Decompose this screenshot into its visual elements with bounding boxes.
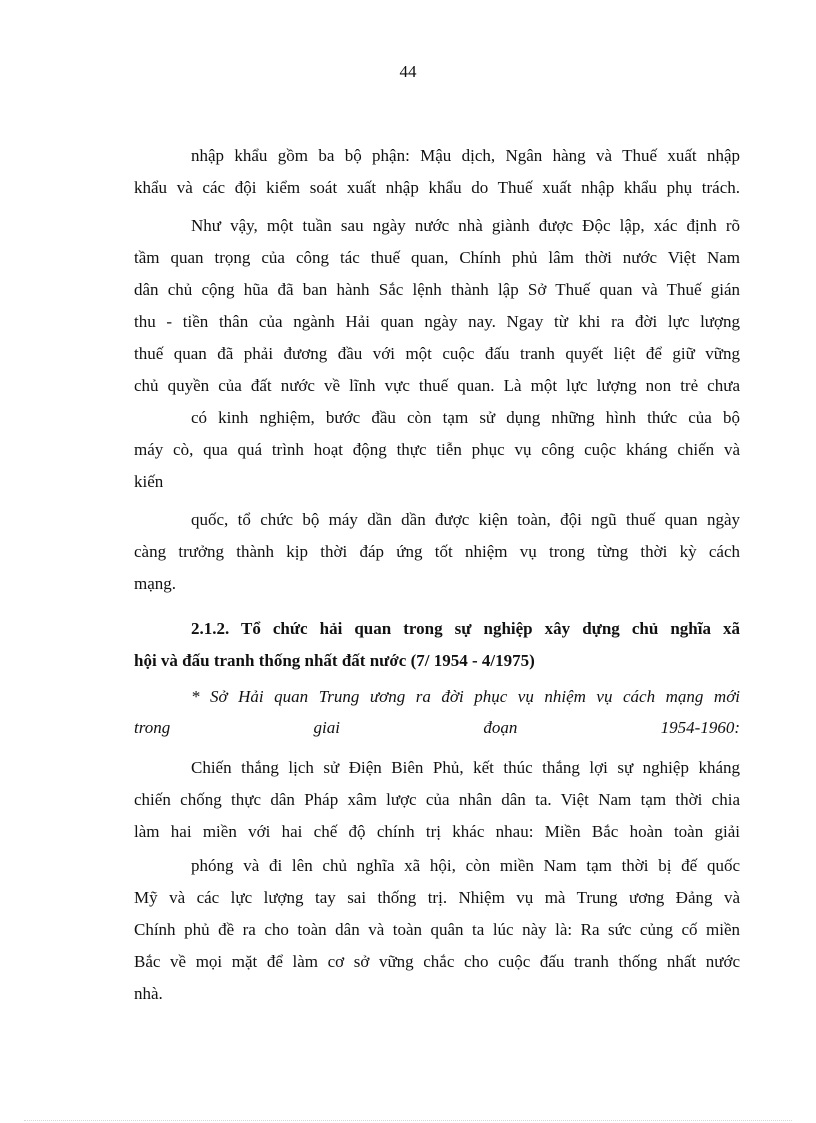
body-line: phóng và đi lên chủ nghĩa xã hội, còn miền Nam tạm thời bị đế quốc xyxy=(191,856,740,875)
body-line: thuế quan đã phải đương đầu với một cuộc đấu tranh quyết liệt để giữ vững xyxy=(134,344,740,363)
body-line: làm hai miền với hai chế độ chính trị khác nhau: Miền Bắc hoàn toàn giải xyxy=(134,822,740,841)
body-line: thu - tiền thân của ngành Hải quan ngày nay. Ngay từ khi ra đời lực lượng xyxy=(134,312,740,331)
body-line: khẩu và các đội kiểm soát xuất nhập khẩu do Thuế xuất nhập khẩu phụ trách. xyxy=(134,178,740,197)
body-line: tầm quan trọng của công tác thuế quan, Chính phủ lâm thời nước Việt Nam xyxy=(134,248,740,267)
page-number: 44 xyxy=(399,62,417,81)
subsection-heading: trong giai đoạn 1954-1960: xyxy=(134,718,740,737)
section-heading: 2.1.2. Tổ chức hải quan trong sự nghiệp xây dựng chủ nghĩa xã xyxy=(191,619,740,638)
body-line: nhà. xyxy=(134,984,163,1003)
body-line: Như vậy, một tuần sau ngày nước nhà giành được Độc lập, xác định rõ xyxy=(191,216,740,235)
body-line: kiến xyxy=(134,472,164,491)
body-line: mạng. xyxy=(134,574,177,593)
body-line: nhập khẩu gồm ba bộ phận: Mậu dịch, Ngân hàng và Thuế xuất nhập xyxy=(191,146,740,165)
body-line: Chiến thắng lịch sử Điện Biên Phủ, kết thúc thắng lợi sự nghiệp kháng xyxy=(191,758,740,777)
body-line: Bắc về mọi mặt để làm cơ sở vững chắc cho cuộc đấu tranh thống nhất nước xyxy=(134,952,740,971)
body-line: Mỹ và các lực lượng tay sai thống trị. Nhiệm vụ mà Trung ương Đảng và xyxy=(134,888,740,907)
page-edge-divider xyxy=(24,1120,792,1121)
body-line: máy cò, qua quá trình hoạt động thực tiễn phục vụ công cuộc kháng chiến và xyxy=(134,440,740,459)
body-line: quốc, tổ chức bộ máy dần dần được kiện toàn, đội ngũ thuế quan ngày xyxy=(191,510,740,529)
section-heading: hội và đấu tranh thống nhất đất nước (7/ 1954 - 4/1975) xyxy=(134,651,535,670)
body-line: có kinh nghiệm, bước đầu còn tạm sử dụng những hình thức của bộ xyxy=(191,408,740,427)
body-line: dân chủ cộng hũa đã ban hành Sắc lệnh thành lập Sở Thuế quan và Thuế gián xyxy=(134,280,740,299)
subsection-heading: * Sở Hải quan Trung ương ra đời phục vụ nhiệm vụ cách mạng mới xyxy=(191,687,740,706)
body-line: Chính phủ đề ra cho toàn dân và toàn quân ta lúc này là: Ra sức củng cố miền xyxy=(134,920,740,939)
body-line: chủ quyền của đất nước về lĩnh vực thuế quan. Là một lực lượng non trẻ chưa xyxy=(134,376,740,395)
body-line: càng trưởng thành kịp thời đáp ứng tốt nhiệm vụ trong từng thời kỳ cách xyxy=(134,542,740,561)
body-line: chiến chống thực dân Pháp xâm lược của nhân dân ta. Việt Nam tạm thời chia xyxy=(134,790,740,809)
